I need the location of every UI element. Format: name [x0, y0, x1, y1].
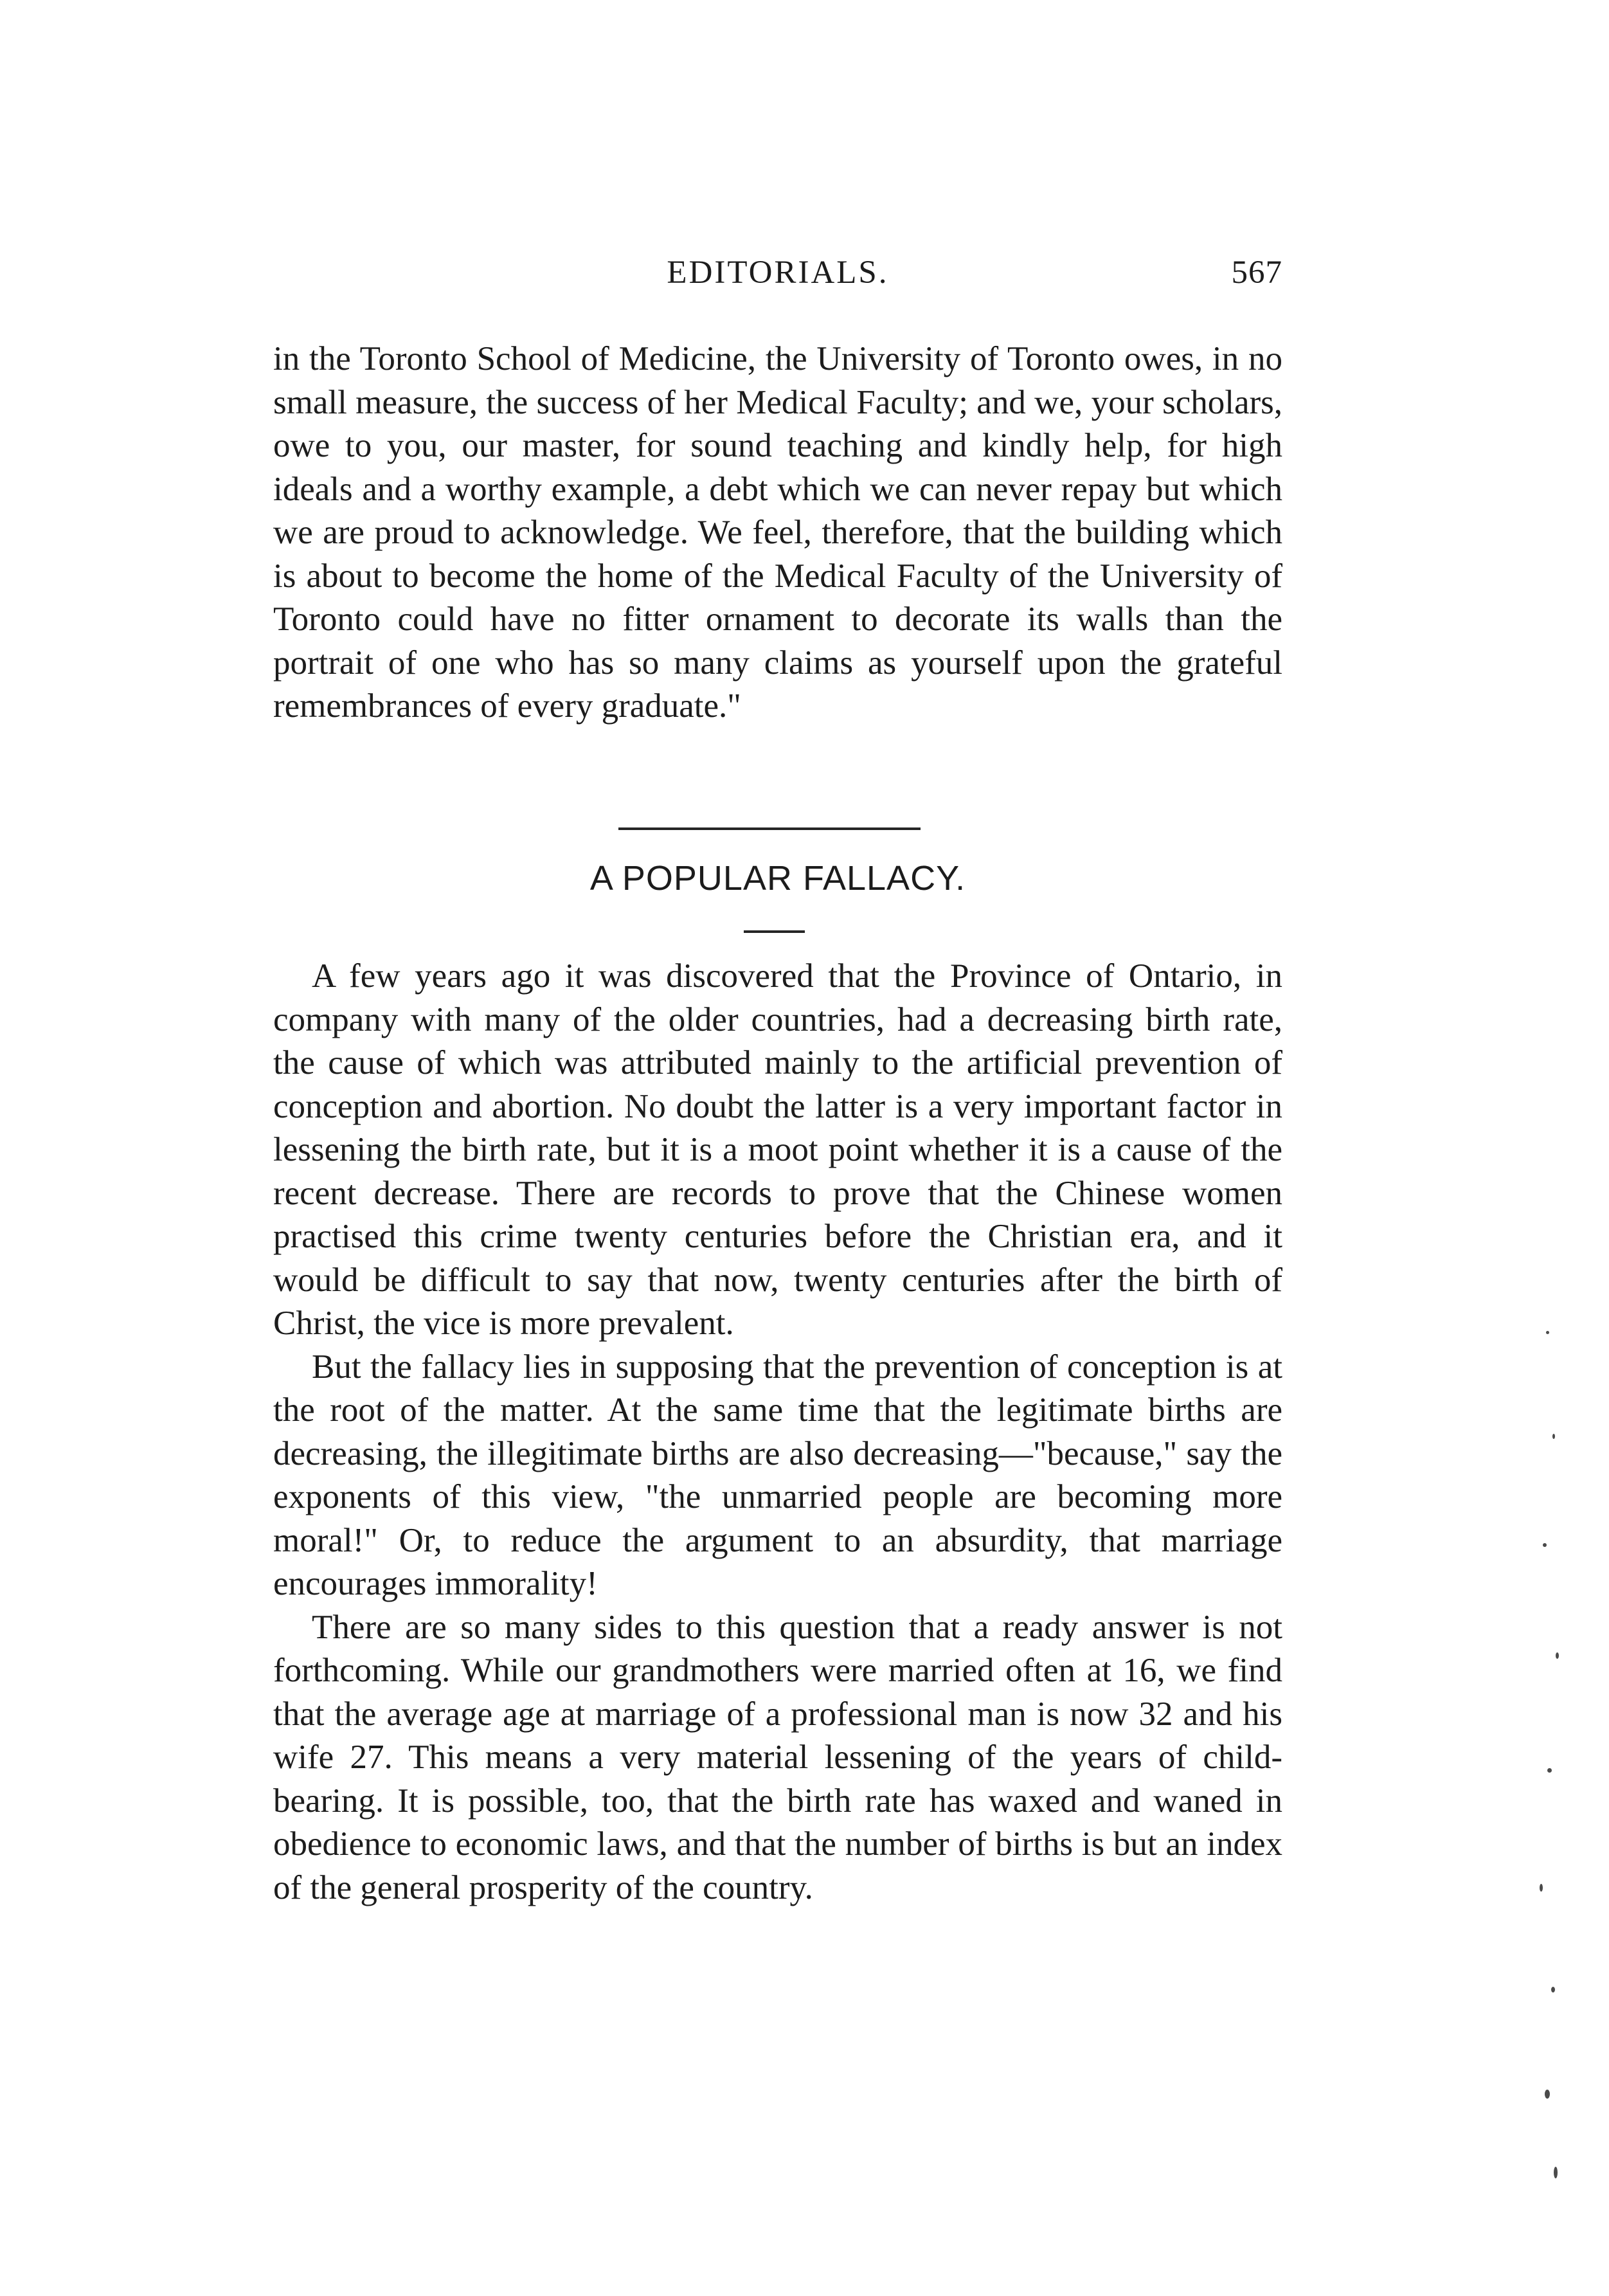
heading-underline-rule	[744, 930, 805, 933]
scan-speck	[1546, 1331, 1549, 1334]
page-number: 567	[1231, 255, 1282, 291]
scan-speck	[1540, 1884, 1543, 1892]
scan-edge-specks	[1533, 1331, 1572, 2231]
running-header	[273, 254, 1282, 305]
section-paragraph: A few years ago it was discovered that the Province of Ontario, in company with many of the older countries, had a decreasing birth rate, the cause of which was attributed mainly to the artificial prevention of conception and abortion. No doubt the latter is a very important factor in lessening the birth rate, but it is a moot point whether it is a cause of the recent decrease. There are records to prove that the Chinese women practised this crime twenty centuries before the Christian era, and it would be difficult to say that now, twenty centuries after the birth of Christ, the vice is more prevalent.	[273, 957, 1282, 1342]
scan-speck	[1547, 1768, 1552, 1773]
scan-speck	[1545, 2090, 1550, 2099]
section-paragraph: But the fallacy lies in supposing that the prevention of conception is at the root of the matter. At the same time that the legitimate births are decreasing, the illegitimate births are also decreasing—"because," say the exponents of this view, "the unmarried people are becoming more moral!" Or, to reduce the argument to an absurdity, that marriage encourages immorality!	[273, 1348, 1282, 1602]
section-paragraph: There are so many sides to this question that a ready answer is not forthcoming. While our grandmothers were married often at 16, we find that the average age at marriage of a professional man is now 32 and his wife 27. This means a very material lessening of the years of child-bearing. It is possible, too, that the birth rate has waxed and waned in obedience to economic laws, and that the number of births is but an index of the general prosperity of the country.	[273, 1608, 1282, 1906]
running-header-title: EDITORIALS.	[667, 255, 889, 291]
editorial-continuation	[273, 338, 1282, 728]
section-heading: A POPULAR FALLACY.	[589, 859, 966, 898]
scan-speck	[1552, 1434, 1555, 1439]
scan-speck	[1543, 1543, 1547, 1547]
intro-paragraph: in the Toronto School of Medicine, the University of Toronto owes, in no small measure, the success of her Medical Faculty; and we, your scholars, owe to you, our master, for sound teaching and kindly help, for high ideals and a worthy example, a debt which we can never repay but which we are proud to acknowledge. We feel, therefore, that the building which is about to become the home of the Medical Faculty of the University of Toronto could have no fitter ornament to decorate its walls than the portrait of one who has so many claims as yourself upon the grateful remembrances of every graduate."	[273, 340, 1282, 725]
scan-speck	[1554, 2167, 1558, 2178]
section-divider-rule	[618, 827, 921, 830]
section-body	[273, 955, 1282, 1910]
scan-speck	[1556, 1652, 1559, 1659]
scan-speck	[1551, 1987, 1555, 1993]
